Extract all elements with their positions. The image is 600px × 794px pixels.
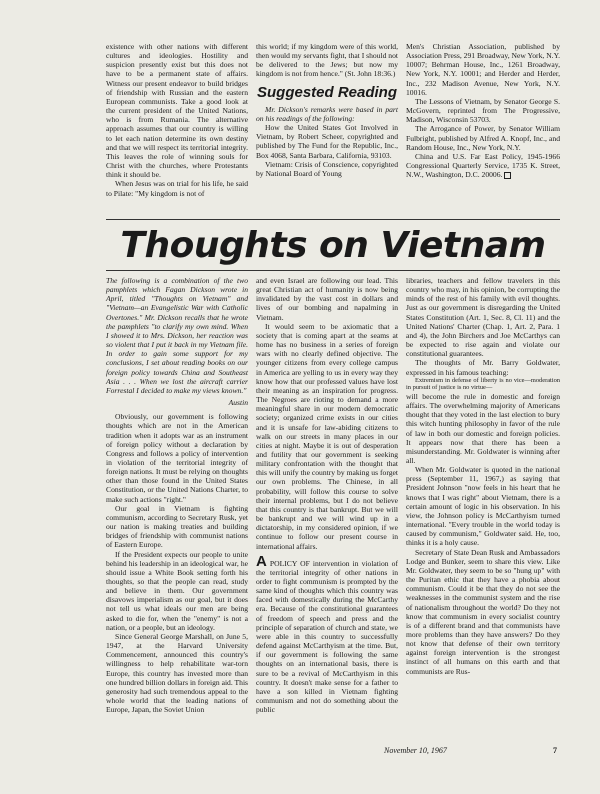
reading-reference: Vietnam: Crisis of Conscience, copyrighted by National Board of Young [256, 159, 398, 178]
article-col3-paragraph-2: The thoughts of Mr. Barry Goldwater, expressed in his famous teaching: [406, 358, 560, 377]
article-col3-paragraph-4: When Mr. Goldwater is quoted in the national press (September 11, 1967,) as saying that President Johnson "now feels in his heart that he knows that I was right" about Vietnam, there is a certain amount of logic in his observation. In his view, the Johnson policy is McCarthyism turned international. "Every trouble in the world today is caused by communism," Goldwater said. He, too, thinks it is a holy cause. [406, 465, 560, 548]
article-column-1 [106, 276, 248, 714]
article-col2-paragraph-3 [256, 552, 398, 715]
reading-reference: The Lessons of Vietnam, by Senator George S. McGovern, reprinted from The Progressive, Madison, Wisconsin 53703. [406, 96, 560, 125]
article-title: Thoughts on Vietnam [120, 225, 546, 266]
reading-reference: How the United States Got Involved in Vietnam, by Robert Scheer, copyrighted and published by The Fund for the Republic, Inc., Box 4068, Santa Barbara, California, 93103. [256, 123, 398, 160]
article-col2-paragraph-1: and even Israel are following our lead. This great Christian act of humanity is now being invalidated by the vast cost in dollars and lives of our bombing and napalming in Vietnam. [256, 276, 398, 322]
article-col2-paragraph-2: It would seem to be axiomatic that a society that is coming apart at the seams at home has no business in a series of foreign wars with no clearly defined objective. The younger citizens from every college campus in America are yelling to us in every way they know how that our professed values have lost their meaning as an inspiration for progress. The Negroes are rioting to demand a more meaningful share in our modern democratic society; organized crime exists in our cities and it is unsafe for law-abiding citizens to walk on our streets in many places in our cities at night. Maybe it is out of desperation and futility that our government is seeking military confrontation with the thought that this will unify the country by making us forget our own problems. The Chinese, in all probability, will follow this course to solve their internal problems, but I do not believe that this country is that bankrupt. But we will be bankrupt and we will wind up in a dictatorship, in my considered opinion, if we continue to follow our present course in international affairs. [256, 321, 398, 551]
article-col1-paragraph-1: Obviously, our government is following thoughts which are not in the American tradition when it adopts war as an instrument of foreign policy without a declaration by Congress and follows a policy of intervention in violation of the territorial integrity of foreign nations. It must be relying on thoughts other than those found in the United States Constitution, or the United Nations Charter, to make such actions "right." [106, 412, 248, 504]
article-col3-paragraph-1: libraries, teachers and fellow travelers in this country who may, in his opinion, be corrupting the minds of the rest of his family with evil thoughts. Just as our government is disregarding the United States Constitution (Art. 1, Sec. 8, Cl. 11) and the United Nations' Charter (Chap. 1, Art. 2, Para. 1 and 4), the John Birchers and Joe McCarthys can be expected to rise again and violate our constitutional guarantees. [406, 276, 560, 359]
article-column-2 [256, 276, 398, 714]
goldwater-quote: Extremism in defense of liberty is no vice—moderation in pursuit of justice is no virtue— [406, 376, 560, 392]
reading-reference: Men's Christian Association, published by Association Press, 291 Broadway, New York, N.Y. 10007; Behrman House, Inc., 1261 Broadway, New York, N.Y. 10001; and Herder and Herder, Inc., 232 Madison Avenue, New York, N.Y. 10016. [406, 42, 560, 97]
article-col1-paragraph-4: Since General George Marshall, on June 5, 1947, at the Harvard University Commencement, announced this country's willingness to help rehabilitate war-torn Europe, this country has invested more than one hundred billion dollars in foreign aid. This generosity had such tremendous appeal to the whole world that the leading nations of Europe, Japan, the Soviet Union [106, 631, 249, 715]
article-col3-paragraph-5: Secretary of State Dean Rusk and Ambassadors Lodge and Bunker, seem to share this view. Like Mr. Goldwater, they seem to be so "hung up" with the Puritan ethic that they have a phobia about communism. Could it be that they do not see the weaknesses in the communist system and the rise of nationalism throughout the world? Do they not know that communism in every socialist country is of a different brand and that communists have more problems than they have answers? Do they not know that defense of their own territory against foreign intervention is the strongest instinct of all humans on this earth and that communists are Rus- [406, 547, 560, 676]
top-col2-paragraph-1: this world; if my kingdom were of this world, then would my servants fight, that I should not be delivered to the Jews; but now my kingdom is not from hence." (St. John 18:36.) [256, 42, 398, 79]
article-col1-paragraph-3: If the President expects our people to unite behind his leadership in an ideological war, he should issue a White Book setting forth his thoughts, so that the people can read, study and believe in them. Our government disavows imperialism as our goal, but it does not tell us what ideals our men are being asked to die for, when the "enemy" is not a nation, or a people, but an ideology. [106, 549, 248, 632]
top-col1-paragraph-2: When Jesus was on trial for his life, he said to Pilate: "My kingdom is not of [106, 179, 248, 198]
reading-reference: China and U.S. Far East Policy, 1945-1966 Congressional Quarterly Service, 1735 K. Street, N.W., Washington, D.C. 20006. [406, 151, 560, 180]
suggested-reading-heading: Suggested Reading [256, 83, 398, 101]
lead-in: POLICY OF [269, 558, 310, 568]
article-signature: Austin [228, 398, 248, 408]
article-col3-paragraph-3: will become the rule in domestic and foreign affairs. The overwhelming majority of Americans thought that they voted in the last election to bury this witch hunting philosophy in favor of the rule of law in both our domestic and foreign policies. It appears now that there has been a misunderstanding. Mr. Goldwater is winning after all. [406, 391, 560, 465]
title-rule-top [106, 219, 560, 220]
drop-cap: A [256, 552, 267, 570]
article-column-3 [406, 276, 560, 676]
end-mark-icon [504, 172, 511, 179]
article-col1-paragraph-2: Our goal in Vietnam is fighting communism, according to Secretary Rusk, yet our nation is making treaties and building bridges of friendship with communist nations of Eastern Europe. [106, 503, 248, 550]
top-continuation-column-3 [406, 42, 560, 179]
article-intro: The following is a combination of the two pamphlets which Fagan Dickson wrote in April, titled "Thoughts on Vietnam" and "Vietnam—an Evangelistic War with Catholic Overtones." Mr. Dickson recalls that he wrote the pamphlets "to clarify my own mind. When I showed it to Mrs. Dickson, her reaction was so violent that I put it back in my Vietnam file. In order to gain some support for my conclusions, I set about reading books on our foreign policy towards China and Southeast Asia . . . When we lost the aircraft carrier Forrestal I decided to make my views known." [106, 276, 248, 395]
article-col2-paragraph-3-text: intervention in violation of the territorial integrity of other nations in order to fight communism is prompted by the same kind of thoughts which this country was faced with domestically during the McCarthy era. Because of the constitutional guarantees of freedom of speech and press and the principle of separation of church and state, we were able in this country to successfully defend against McCarthyism at the time. But, if our government is following the same thoughts on an international basis, there is sure to be a revival of McCarthyism in this country. It doesn't make sense for a father to have a son killed in Vietnam fighting communism and not do something about the public [256, 558, 398, 715]
suggested-reading-intro: Mr. Dickson's remarks were based in part on his readings of the following: [256, 104, 398, 123]
page-number: 7 [553, 746, 557, 755]
top-col1-paragraph-1: existence with other nations with different cultures and ideologies. Hostility and suspicion presently exist but this does not have to be a permanent state of affairs. Witness our present endeavor to build bridges of friendship with Russian and the eastern European communists. Take a good look at the current president of the United Nations, who is from Rumania. The alternative approach assumes that our country is willing to let each nation determine its own destiny and that we will respect its territorial integrity. This leaves the role of winning souls for Christ with the churches, where Protestants think it should be. [106, 42, 248, 180]
issue-date: November 10, 1967 [384, 746, 447, 755]
title-rule-bottom [106, 270, 560, 271]
top-continuation-column-2 [256, 42, 398, 178]
top-continuation-column-1 [106, 42, 248, 198]
reading-reference: The Arrogance of Power, by Senator William Fulbright, published by Alfred A. Knopf, Inc., and Random House, Inc., New York, N.Y. [406, 124, 560, 152]
